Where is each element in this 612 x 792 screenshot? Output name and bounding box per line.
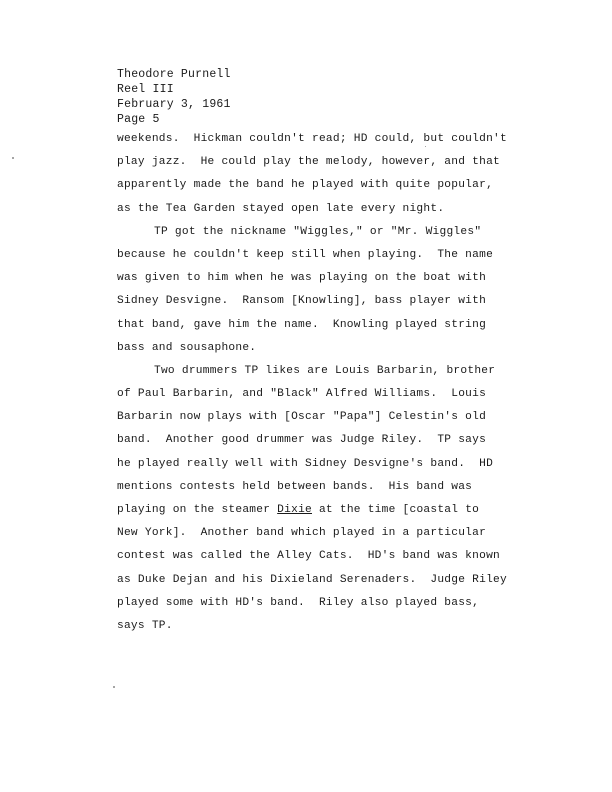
text-line: as the Tea Garden stayed open late every night. xyxy=(117,202,445,215)
text-line: apparently made the band he played with quite popular, xyxy=(117,179,494,192)
scan-speck xyxy=(12,157,14,159)
document-header xyxy=(117,67,231,127)
text-line: Barbarin now plays with [Oscar "Papa"] Celestin's old xyxy=(117,411,487,424)
text-line: says TP. xyxy=(117,619,173,632)
text-line: New York]. Another band which played in a particular xyxy=(117,527,487,540)
interview-date: February 3, 1961 xyxy=(117,98,231,111)
page-number: Page 5 xyxy=(117,113,160,126)
text-line: mentions contests held between bands. His band was xyxy=(117,480,473,493)
text-line: because he couldn't keep still when playing. The name xyxy=(117,248,494,261)
scan-speck xyxy=(113,686,115,688)
text-line: bass and sousaphone. xyxy=(117,341,257,354)
reel-number: Reel III xyxy=(117,83,174,96)
text-segment: at the time [coastal to xyxy=(312,504,480,516)
ship-name: Dixie xyxy=(277,504,312,516)
text-line: of Paul Barbarin, and "Black" Alfred Williams. Louis xyxy=(117,388,487,401)
paragraph-first-line: Two drummers TP likes are Louis Barbarin, brother xyxy=(154,364,496,377)
text-line: he played really well with Sidney Desvigne's band. HD xyxy=(117,457,494,470)
text-line: Sidney Desvigne. Ransom [Knowling], bass player with xyxy=(117,295,487,308)
text-line: that band, gave him the name. Knowling played string xyxy=(117,318,487,331)
interviewee-name: Theodore Purnell xyxy=(117,68,231,81)
text-line: as Duke Dejan and his Dixieland Serenaders. Judge Riley xyxy=(117,573,507,586)
text-line: was given to him when he was playing on the boat with xyxy=(117,272,487,285)
paragraph-first-line: TP got the nickname "Wiggles," or "Mr. Wiggles" xyxy=(154,225,482,238)
transcript-body xyxy=(117,128,557,638)
text-line: band. Another good drummer was Judge Riley. TP says xyxy=(117,434,487,447)
text-line: played some with HD's band. Riley also played bass, xyxy=(117,596,480,609)
scan-speck xyxy=(425,146,426,147)
text-line: weekends. Hickman couldn't read; HD could, but couldn't xyxy=(117,133,507,145)
text-line: play jazz. He could play the melody, however, and that xyxy=(117,156,500,169)
text-line-with-ship-name xyxy=(117,499,557,522)
text-line: contest was called the Alley Cats. HD's band was known xyxy=(117,550,500,563)
text-segment: playing on the steamer xyxy=(117,504,278,516)
